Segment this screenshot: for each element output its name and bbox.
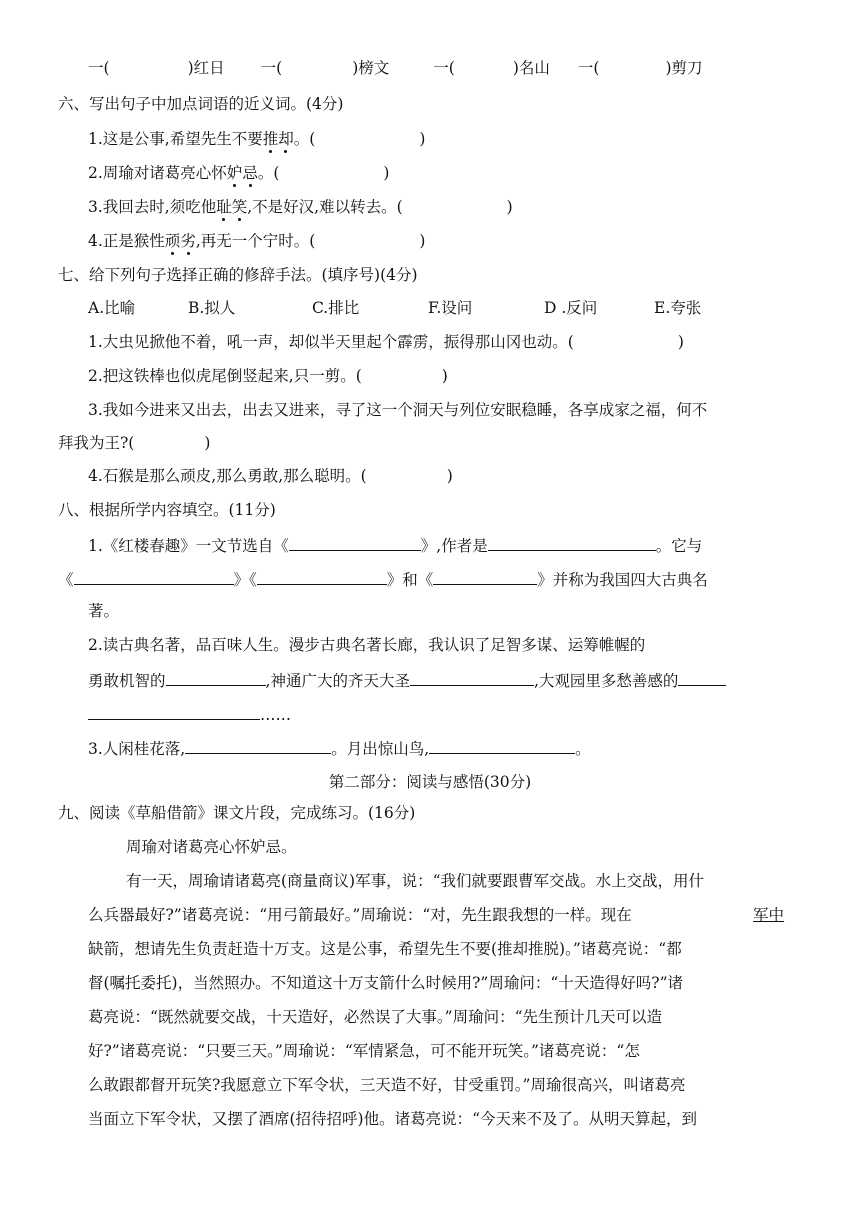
dotted-char: 笑 [231, 198, 248, 216]
q6-item-2: 2.周瑜对诸葛亮心怀妒忌。( ) [88, 164, 390, 182]
q8-item-1: 1.《红楼春趣》一文节选自《 》,作者是 。它与 [88, 534, 702, 556]
q9-para-0: 周瑜对诸葛亮心怀妒忌。 [126, 838, 297, 856]
fill-blank[interactable] [488, 534, 656, 551]
fill-c-word: )名山 [512, 59, 550, 77]
fill-c-open: 一( [433, 59, 455, 77]
q9-para-4: 督(嘱托委托)，当然照办。不知道这十万支箭什么时候用?”周瑜问：“十天造得好吗?”诸 [88, 974, 683, 992]
q6-title: 六、写出句子中加点词语的近义词。(4分) [58, 95, 344, 113]
q7-item-3-cont: 拜我为王?( ) [58, 434, 211, 452]
q9-para-7: 么敢跟都督开玩笑?我愿意立下军令状，三天造不好，甘受重罚。”周瑜很高兴，叫诸葛亮 [88, 1076, 686, 1094]
q6-item-4: 4.正是猴性顽劣,再无一个宁时。( ) [88, 232, 426, 250]
q9-para-5: 葛亮说：“既然就要交战，十天造好，必然误了大事。”周瑜问：“先生预计几天可以造 [88, 1008, 663, 1026]
q9-title: 九、阅读《草船借箭》课文片段，完成练习。(16分) [58, 804, 416, 822]
q8-title: 八、根据所学内容填空。(11分) [58, 501, 276, 519]
q8-item-2-end: …… [88, 703, 291, 725]
option-d: D .反问 [544, 299, 598, 317]
q8-item-1-end: 著。 [88, 602, 120, 620]
fill-b-word: )榜文 [352, 59, 390, 77]
q7-item-2: 2.把这铁棒也似虎尾倒竖起来,只一剪。( ) [88, 367, 448, 385]
q7-item-4: 4.石猴是那么顽皮,那么勇敢,那么聪明。( ) [88, 467, 453, 485]
fill-blank[interactable] [429, 737, 575, 754]
option-b: B.拟人 [188, 299, 236, 317]
dotted-char: 劣 [180, 232, 196, 250]
q7-title: 七、给下列句子选择正确的修辞手法。(填序号)(4分) [58, 266, 418, 284]
dotted-char: 顽 [164, 232, 181, 250]
fill-a-word: )红日 [187, 59, 225, 77]
q9-para-2: 么兵器最好?”诸葛亮说：“用弓箭最好。”周瑜说：“对，先生跟我想的一样。现在 [88, 906, 632, 924]
q7-item-3: 3.我如今进来又出去，出去又进来，寻了这一个洞天与列位安眠稳睡，各享成家之福，何不 [88, 401, 708, 419]
fill-blank[interactable] [166, 669, 266, 686]
fill-blank[interactable] [185, 737, 331, 754]
underlined-word: 军中 [753, 906, 785, 924]
q9-para-1: 有一天，周瑜请诸葛亮(商量商议)军事，说：“我们就要跟曹军交战。水上交战，用什 [126, 872, 705, 890]
q7-options [88, 298, 701, 318]
fill-blank[interactable] [289, 534, 421, 551]
q9-para-6: 好?”诸葛亮说：“只要三天。”周瑜说：“军情紧急，可不能开玩笑。”诸葛亮说：“怎 [88, 1042, 640, 1060]
dotted-char: 耻 [216, 198, 232, 216]
q7-item-1: 1.大虫见掀他不着，吼一声，却似半天里起个霹雳，振得那山冈也动。( ) [88, 333, 684, 351]
part-two-heading: 第二部分：阅读与感悟(30分) [328, 773, 532, 791]
option-f: F.设问 [428, 299, 473, 317]
word-fill-row [88, 58, 703, 78]
fill-blank[interactable] [433, 568, 537, 585]
fill-a-open: 一( [88, 59, 110, 77]
dotted-char: 却 [278, 130, 294, 148]
q8-item-2-cont: 勇敢机智的 ,神通广大的齐天大圣 ,大观园里多愁善感的 [88, 669, 726, 691]
option-c: C.排比 [312, 299, 360, 317]
fill-blank[interactable] [410, 669, 534, 686]
q6-item-3: 3.我回去时,须吃他耻笑,不是好汉,难以转去。( ) [88, 198, 513, 216]
fill-blank[interactable] [74, 568, 234, 585]
q8-item-2: 2.读古典名著，品百味人生。漫步古典名著长廊，我认识了足智多谋、运筹帷幄的 [88, 636, 646, 654]
option-a: A.比喻 [88, 299, 136, 317]
option-e: E.夸张 [654, 299, 702, 317]
dotted-char: 妒 [226, 164, 243, 182]
q9-para-3: 军中 缺箭，想请先生负责赶造十万支。这是公事，希望先生不要(推却推脱)。”诸葛亮说：“都 [88, 906, 785, 958]
fill-blank[interactable] [257, 568, 387, 585]
dotted-char: 推 [262, 130, 279, 148]
fill-d-word: )剪刀 [665, 59, 703, 77]
q9-para-8: 当面立下军令状，又摆了酒席(招待招呼)他。诸葛亮说：“今天来不及了。从明天算起，到 [88, 1110, 698, 1128]
fill-blank[interactable] [678, 669, 726, 686]
fill-blank[interactable] [88, 703, 260, 720]
fill-d-open: 一( [577, 59, 600, 77]
dotted-char: 忌 [242, 164, 258, 182]
q8-item-1-cont: 《 》《 》和《 》并称为我国四大古典名 [58, 568, 708, 590]
q8-item-3: 3.人闲桂花落, 。月出惊山鸟, 。 [88, 737, 591, 759]
q6-item-1: 1.这是公事,希望先生不要推却。( ) [88, 130, 426, 148]
fill-b-open: 一( [260, 59, 283, 77]
